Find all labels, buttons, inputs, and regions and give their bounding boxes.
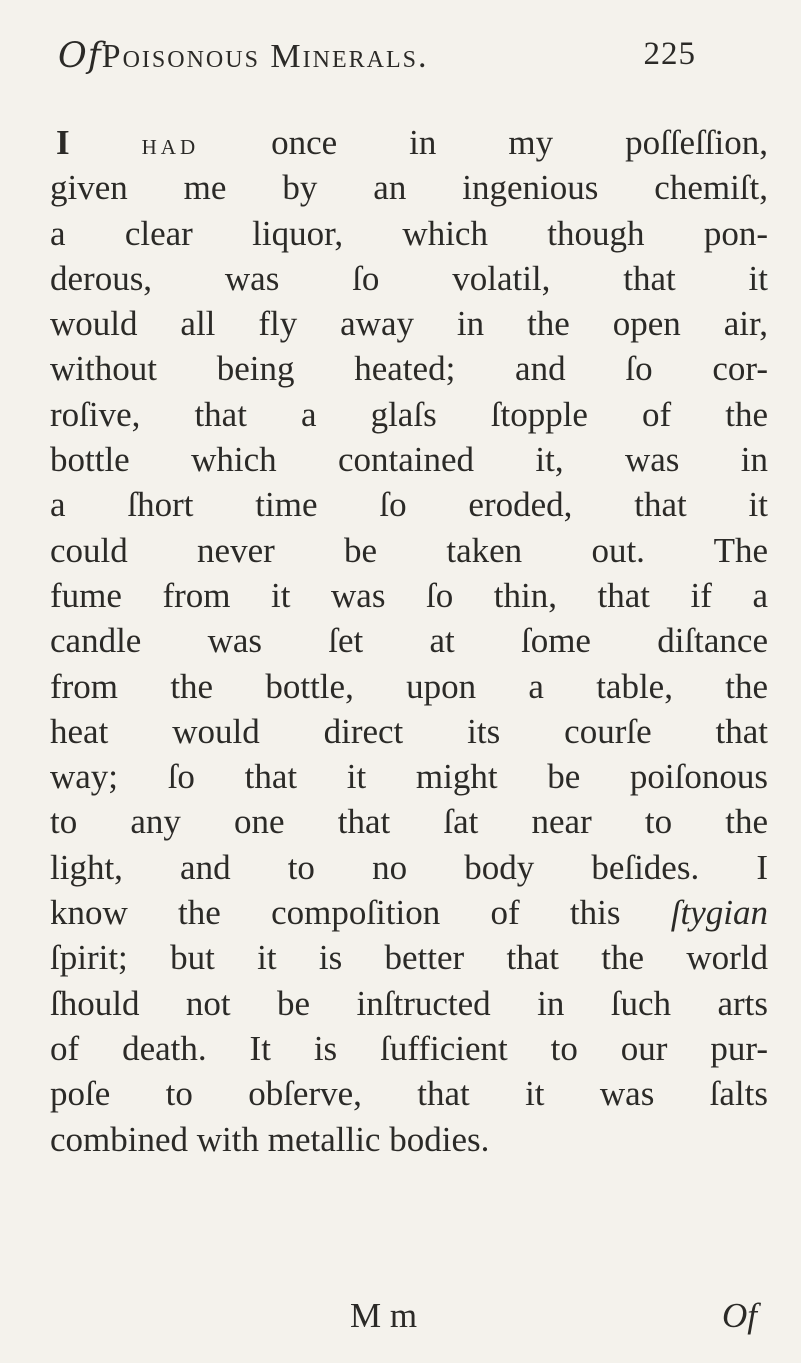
italic-line-start: know the compoſition of this bbox=[50, 893, 671, 933]
text-line: bottle which contained it, was in bbox=[50, 440, 768, 480]
text-line: poſe to obſerve, that it was ſalts bbox=[50, 1074, 768, 1114]
page-footer bbox=[0, 1296, 801, 1342]
text-line: would all fly away in the open air, bbox=[50, 304, 768, 344]
text-line: fume from it was ſo thin, that if a bbox=[50, 575, 768, 615]
header-title: Poisonous Minerals. bbox=[101, 38, 429, 75]
text-line bbox=[50, 120, 768, 165]
text-line: ſhould not be inſtructed in ſuch arts bbox=[50, 983, 768, 1023]
text-line: to any one that ſat near to the bbox=[50, 802, 768, 842]
text-line: a ſhort time ſo eroded, that it bbox=[50, 485, 768, 525]
text-line: of death. It is ſufficient to our pur- bbox=[50, 1028, 768, 1068]
catchword: Of bbox=[722, 1296, 757, 1335]
text-line: from the bottle, upon a table, the bbox=[50, 666, 768, 706]
text-line: combined with metallic bodies. bbox=[50, 1119, 490, 1159]
text-line: could never be taken out. The bbox=[50, 530, 768, 570]
text-line: heat would direct its courſe that bbox=[50, 711, 768, 751]
text-line: derous, was ſo volatil, that it bbox=[50, 258, 768, 298]
text-line: a clear liquor, which though pon- bbox=[50, 213, 768, 253]
text-line bbox=[50, 890, 768, 935]
header-of: Of bbox=[58, 36, 102, 76]
text-line: roſive, that a glaſs ſtopple of the bbox=[50, 394, 768, 434]
text-line: ſpirit; but it is better that the world bbox=[50, 938, 768, 978]
text-line: light, and to no body beſides. I bbox=[50, 847, 768, 887]
running-header bbox=[58, 36, 758, 84]
smallcaps-word: had bbox=[141, 128, 200, 161]
text-line: without being heated; and ſo cor- bbox=[50, 349, 768, 389]
italic-word: ſtygian bbox=[670, 893, 768, 933]
initial-letter: I bbox=[56, 123, 70, 162]
text-line: way; ſo that it might be poiſonous bbox=[50, 757, 768, 797]
text-line: given me by an ingenious chemiſt, bbox=[50, 168, 768, 208]
signature-mark: M m bbox=[350, 1296, 418, 1335]
text-line: candle was ſet at ſome diſtance bbox=[50, 621, 768, 661]
first-line-rest: once in my poſſeſſion, bbox=[199, 123, 768, 162]
body-text bbox=[50, 120, 768, 1162]
page-number: 225 bbox=[643, 36, 696, 72]
